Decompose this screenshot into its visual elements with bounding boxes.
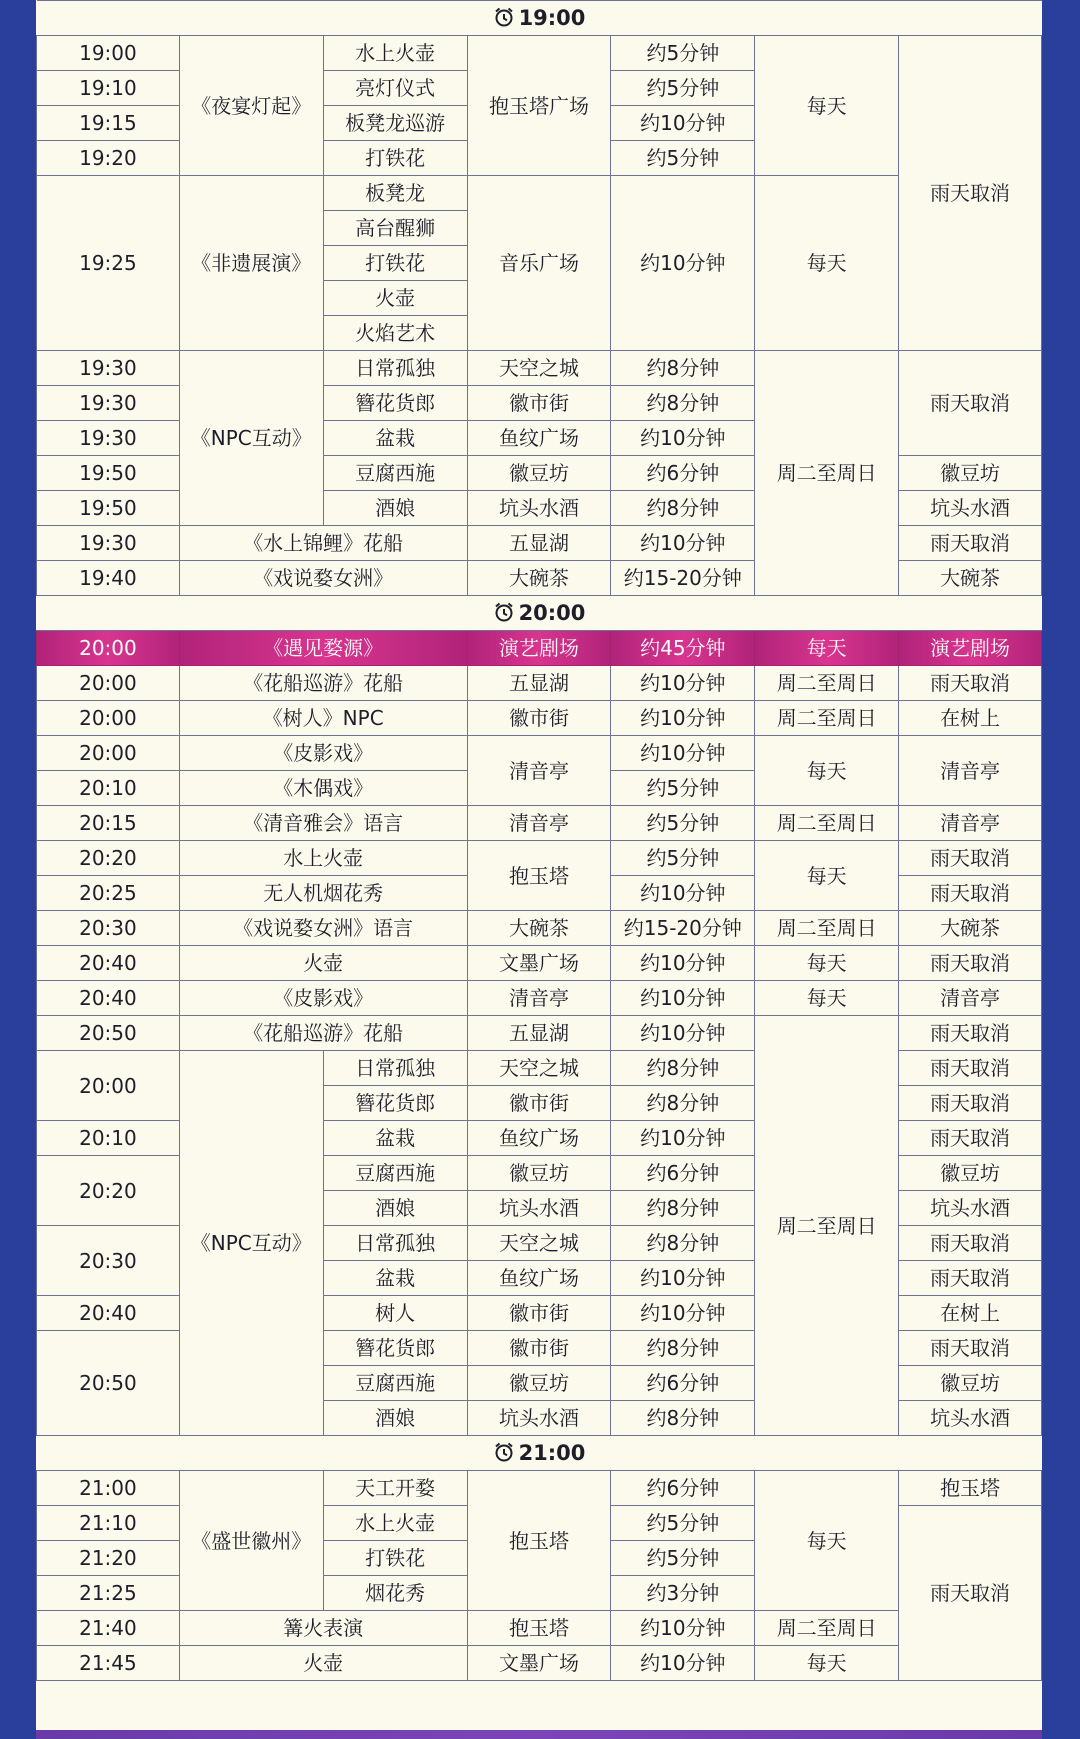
show-cell: 《盛世徽州》: [179, 1471, 323, 1611]
time-cell: 19:40: [37, 561, 180, 596]
time-cell: 20:30: [37, 911, 180, 946]
days-cell: 周二至周日: [755, 806, 899, 841]
item-cell: 日常孤独: [323, 1051, 467, 1086]
duration-cell: 约8分钟: [611, 1401, 755, 1436]
table-row-highlight: [37, 631, 1042, 666]
days-cell: 每天: [755, 176, 899, 351]
duration-cell: 约5分钟: [611, 1541, 755, 1576]
item-cell: 打铁花: [323, 1541, 467, 1576]
days-cell: 每天: [755, 946, 899, 981]
time-cell: 20:20: [37, 841, 180, 876]
place-cell: 大碗茶: [467, 561, 611, 596]
bottom-banner-strip: [36, 1730, 1042, 1739]
item-cell: 亮灯仪式: [323, 71, 467, 106]
note-cell: 清音亭: [899, 736, 1042, 806]
time-cell: 20:40: [37, 1296, 180, 1331]
time-cell: 19:25: [37, 176, 180, 351]
note-cell: 坑头水酒: [899, 1191, 1042, 1226]
place-cell: 演艺剧场: [467, 631, 611, 666]
place-cell: 徽市街: [467, 701, 611, 736]
table-row: [37, 736, 1042, 771]
item-cell: 日常孤独: [323, 1226, 467, 1261]
place-cell: 清音亭: [467, 981, 611, 1016]
show-cell: 《NPC互动》: [179, 351, 323, 526]
duration-cell: 约8分钟: [611, 386, 755, 421]
show-cell: 《夜宴灯起》: [179, 36, 323, 176]
item-cell: 盆栽: [323, 1261, 467, 1296]
time-cell: 21:25: [37, 1576, 180, 1611]
note-cell: 雨天取消: [899, 946, 1042, 981]
note-cell: 抱玉塔: [899, 1471, 1042, 1506]
title-cell: 《花船巡游》花船: [179, 1016, 467, 1051]
item-cell: 簪花货郎: [323, 1086, 467, 1121]
duration-cell: 约8分钟: [611, 491, 755, 526]
alarm-clock-icon: [493, 601, 515, 626]
note-cell: 在树上: [899, 701, 1042, 736]
time-cell: 19:50: [37, 456, 180, 491]
duration-cell: 约10分钟: [611, 1121, 755, 1156]
time-cell: 19:30: [37, 526, 180, 561]
note-cell: 坑头水酒: [899, 491, 1042, 526]
table-row: [37, 351, 1042, 386]
time-cell: 20:20: [37, 1156, 180, 1226]
days-cell: 周二至周日: [755, 911, 899, 946]
days-cell: 周二至周日: [755, 351, 899, 596]
time-cell: 19:30: [37, 421, 180, 456]
table-row: [37, 701, 1042, 736]
place-cell: 天空之城: [467, 351, 611, 386]
duration-cell: 约45分钟: [611, 631, 755, 666]
duration-cell: 约5分钟: [611, 141, 755, 176]
time-cell: 20:00: [37, 736, 180, 771]
time-cell: 20:50: [37, 1331, 180, 1436]
item-cell: 板凳龙: [323, 176, 467, 211]
time-cell: 19:15: [37, 106, 180, 141]
duration-cell: 约15-20分钟: [611, 561, 755, 596]
place-cell: 徽市街: [467, 1086, 611, 1121]
time-cell: 20:00: [37, 1051, 180, 1121]
duration-cell: 约10分钟: [611, 1016, 755, 1051]
title-cell: 火壶: [179, 1646, 467, 1681]
duration-cell: 约10分钟: [611, 946, 755, 981]
time-cell: 19:10: [37, 71, 180, 106]
days-cell: 周二至周日: [755, 666, 899, 701]
place-cell: 坑头水酒: [467, 1191, 611, 1226]
place-cell: 文墨广场: [467, 946, 611, 981]
duration-cell: 约5分钟: [611, 806, 755, 841]
title-cell: 《水上锦鲤》花船: [179, 526, 467, 561]
place-cell: 五显湖: [467, 666, 611, 701]
place-cell: 徽市街: [467, 1296, 611, 1331]
note-cell: 雨天取消: [899, 1331, 1042, 1366]
days-cell: 每天: [755, 1471, 899, 1611]
table-row: [37, 911, 1042, 946]
duration-cell: 约6分钟: [611, 456, 755, 491]
note-cell: 雨天取消: [899, 841, 1042, 876]
table-row: [37, 666, 1042, 701]
section-header: [37, 1, 1042, 36]
note-cell: 大碗茶: [899, 561, 1042, 596]
time-cell: 21:40: [37, 1611, 180, 1646]
note-cell: 雨天取消: [899, 1226, 1042, 1261]
item-cell: 水上火壶: [323, 36, 467, 71]
item-cell: 酒娘: [323, 1191, 467, 1226]
title-cell: 《木偶戏》: [179, 771, 467, 806]
duration-cell: 约10分钟: [611, 876, 755, 911]
note-cell: 演艺剧场: [899, 631, 1042, 666]
note-cell: 徽豆坊: [899, 456, 1042, 491]
duration-cell: 约10分钟: [611, 1611, 755, 1646]
duration-cell: 约6分钟: [611, 1156, 755, 1191]
place-cell: 大碗茶: [467, 911, 611, 946]
duration-cell: 约6分钟: [611, 1366, 755, 1401]
section-1900: [37, 1, 1042, 36]
item-cell: 日常孤独: [323, 351, 467, 386]
place-cell: 五显湖: [467, 526, 611, 561]
title-cell: 《戏说婺女洲》语言: [179, 911, 467, 946]
time-cell: 20:30: [37, 1226, 180, 1296]
days-cell: 每天: [755, 981, 899, 1016]
duration-cell: 约5分钟: [611, 71, 755, 106]
days-cell: 每天: [755, 631, 899, 666]
duration-cell: 约8分钟: [611, 1086, 755, 1121]
place-cell: 徽豆坊: [467, 456, 611, 491]
section-time: 21:00: [518, 1440, 586, 1465]
place-cell: 鱼纹广场: [467, 1121, 611, 1156]
title-cell: 《树人》NPC: [179, 701, 467, 736]
time-cell: 20:00: [37, 666, 180, 701]
place-cell: 徽豆坊: [467, 1366, 611, 1401]
place-cell: 抱玉塔: [467, 1611, 611, 1646]
item-cell: 火焰艺术: [323, 316, 467, 351]
title-cell: 《清音雅会》语言: [179, 806, 467, 841]
days-cell: 每天: [755, 736, 899, 806]
duration-cell: 约8分钟: [611, 1226, 755, 1261]
place-cell: 抱玉塔广场: [467, 36, 611, 176]
note-cell: 徽豆坊: [899, 1366, 1042, 1401]
place-cell: 清音亭: [467, 806, 611, 841]
duration-cell: 约3分钟: [611, 1576, 755, 1611]
duration-cell: 约10分钟: [611, 1261, 755, 1296]
note-cell: 雨天取消: [899, 1086, 1042, 1121]
title-cell: 《皮影戏》: [179, 736, 467, 771]
table-row: [37, 946, 1042, 981]
place-cell: 五显湖: [467, 1016, 611, 1051]
duration-cell: 约8分钟: [611, 1191, 755, 1226]
item-cell: 板凳龙巡游: [323, 106, 467, 141]
show-cell: 《NPC互动》: [179, 1051, 323, 1436]
duration-cell: 约8分钟: [611, 1051, 755, 1086]
alarm-clock-icon: [493, 1441, 515, 1466]
note-cell: 雨天取消: [899, 876, 1042, 911]
duration-cell: 约10分钟: [611, 701, 755, 736]
note-cell: 雨天取消: [899, 1506, 1042, 1681]
time-cell: 19:50: [37, 491, 180, 526]
section-header: [37, 596, 1042, 631]
days-cell: 周二至周日: [755, 1016, 899, 1436]
item-cell: 酒娘: [323, 491, 467, 526]
time-cell: 20:10: [37, 771, 180, 806]
note-cell: 清音亭: [899, 806, 1042, 841]
time-cell: 19:30: [37, 386, 180, 421]
performance-schedule-table: [36, 0, 1042, 1681]
days-cell: 周二至周日: [755, 1611, 899, 1646]
duration-cell: 约5分钟: [611, 1506, 755, 1541]
note-cell: 雨天取消: [899, 1261, 1042, 1296]
place-cell: 鱼纹广场: [467, 1261, 611, 1296]
item-cell: 水上火壶: [323, 1506, 467, 1541]
duration-cell: 约10分钟: [611, 981, 755, 1016]
duration-cell: 约8分钟: [611, 351, 755, 386]
place-cell: 清音亭: [467, 736, 611, 806]
item-cell: 簪花货郎: [323, 386, 467, 421]
duration-cell: 约10分钟: [611, 526, 755, 561]
table-row: [37, 1611, 1042, 1646]
duration-cell: 约10分钟: [611, 1296, 755, 1331]
place-cell: 抱玉塔: [467, 841, 611, 911]
note-cell: 雨天取消: [899, 526, 1042, 561]
table-row: [37, 981, 1042, 1016]
time-cell: 20:10: [37, 1121, 180, 1156]
item-cell: 盆栽: [323, 421, 467, 456]
show-cell: 《非遗展演》: [179, 176, 323, 351]
section-2000: [37, 596, 1042, 631]
days-cell: 周二至周日: [755, 701, 899, 736]
item-cell: 高台醒狮: [323, 211, 467, 246]
table-row: [37, 1646, 1042, 1681]
item-cell: 簪花货郎: [323, 1331, 467, 1366]
note-cell: 雨天取消: [899, 1051, 1042, 1086]
item-cell: 烟花秀: [323, 1576, 467, 1611]
duration-cell: 约10分钟: [611, 106, 755, 141]
time-cell: 20:25: [37, 876, 180, 911]
days-cell: 每天: [755, 36, 899, 176]
note-cell: 雨天取消: [899, 351, 1042, 456]
title-cell: 《皮影戏》: [179, 981, 467, 1016]
place-cell: 音乐广场: [467, 176, 611, 351]
item-cell: 酒娘: [323, 1401, 467, 1436]
time-cell: 20:40: [37, 981, 180, 1016]
time-cell: 20:50: [37, 1016, 180, 1051]
note-cell: 雨天取消: [899, 1016, 1042, 1051]
place-cell: 鱼纹广场: [467, 421, 611, 456]
item-cell: 豆腐西施: [323, 1156, 467, 1191]
time-cell: 20:00: [37, 631, 180, 666]
section-header: [37, 1436, 1042, 1471]
duration-cell: 约10分钟: [611, 176, 755, 351]
duration-cell: 约10分钟: [611, 666, 755, 701]
title-cell: 无人机烟花秀: [179, 876, 467, 911]
place-cell: 坑头水酒: [467, 491, 611, 526]
table-row: [37, 1016, 1042, 1051]
duration-cell: 约8分钟: [611, 1331, 755, 1366]
title-cell: 火壶: [179, 946, 467, 981]
duration-cell: 约10分钟: [611, 421, 755, 456]
time-cell: 20:15: [37, 806, 180, 841]
item-cell: 天工开婺: [323, 1471, 467, 1506]
duration-cell: 约6分钟: [611, 1471, 755, 1506]
table-row: [37, 806, 1042, 841]
item-cell: 豆腐西施: [323, 1366, 467, 1401]
note-cell: 雨天取消: [899, 1121, 1042, 1156]
place-cell: 天空之城: [467, 1226, 611, 1261]
duration-cell: 约5分钟: [611, 771, 755, 806]
item-cell: 打铁花: [323, 141, 467, 176]
table-row: [37, 841, 1042, 876]
time-cell: 19:20: [37, 141, 180, 176]
table-row: [37, 176, 1042, 211]
item-cell: 豆腐西施: [323, 456, 467, 491]
time-cell: 19:30: [37, 351, 180, 386]
place-cell: 天空之城: [467, 1051, 611, 1086]
time-cell: 21:20: [37, 1541, 180, 1576]
place-cell: 徽豆坊: [467, 1156, 611, 1191]
note-cell: 雨天取消: [899, 666, 1042, 701]
time-cell: 20:00: [37, 701, 180, 736]
time-cell: 20:40: [37, 946, 180, 981]
table-row: [37, 1471, 1042, 1506]
days-cell: 每天: [755, 841, 899, 911]
duration-cell: 约10分钟: [611, 736, 755, 771]
item-cell: 盆栽: [323, 1121, 467, 1156]
duration-cell: 约5分钟: [611, 36, 755, 71]
place-cell: 徽市街: [467, 1331, 611, 1366]
duration-cell: 约10分钟: [611, 1646, 755, 1681]
place-cell: 抱玉塔: [467, 1471, 611, 1611]
time-cell: 21:45: [37, 1646, 180, 1681]
title-cell: 《花船巡游》花船: [179, 666, 467, 701]
note-cell: 清音亭: [899, 981, 1042, 1016]
note-cell: 在树上: [899, 1296, 1042, 1331]
item-cell: 树人: [323, 1296, 467, 1331]
table-row: [37, 36, 1042, 71]
title-cell: 《遇见婺源》: [179, 631, 467, 666]
section-2100: [37, 1436, 1042, 1471]
item-cell: 火壶: [323, 281, 467, 316]
duration-cell: 约15-20分钟: [611, 911, 755, 946]
section-time: 19:00: [518, 5, 586, 30]
days-cell: 每天: [755, 1646, 899, 1681]
note-cell: 雨天取消: [899, 36, 1042, 351]
title-cell: 篝火表演: [179, 1611, 467, 1646]
section-time: 20:00: [518, 600, 586, 625]
duration-cell: 约5分钟: [611, 841, 755, 876]
note-cell: 坑头水酒: [899, 1401, 1042, 1436]
title-cell: 《戏说婺女洲》: [179, 561, 467, 596]
note-cell: 大碗茶: [899, 911, 1042, 946]
note-cell: 徽豆坊: [899, 1156, 1042, 1191]
place-cell: 文墨广场: [467, 1646, 611, 1681]
place-cell: 坑头水酒: [467, 1401, 611, 1436]
time-cell: 19:00: [37, 36, 180, 71]
alarm-clock-icon: [493, 6, 515, 31]
item-cell: 打铁花: [323, 246, 467, 281]
time-cell: 21:10: [37, 1506, 180, 1541]
place-cell: 徽市街: [467, 386, 611, 421]
title-cell: 水上火壶: [179, 841, 467, 876]
time-cell: 21:00: [37, 1471, 180, 1506]
